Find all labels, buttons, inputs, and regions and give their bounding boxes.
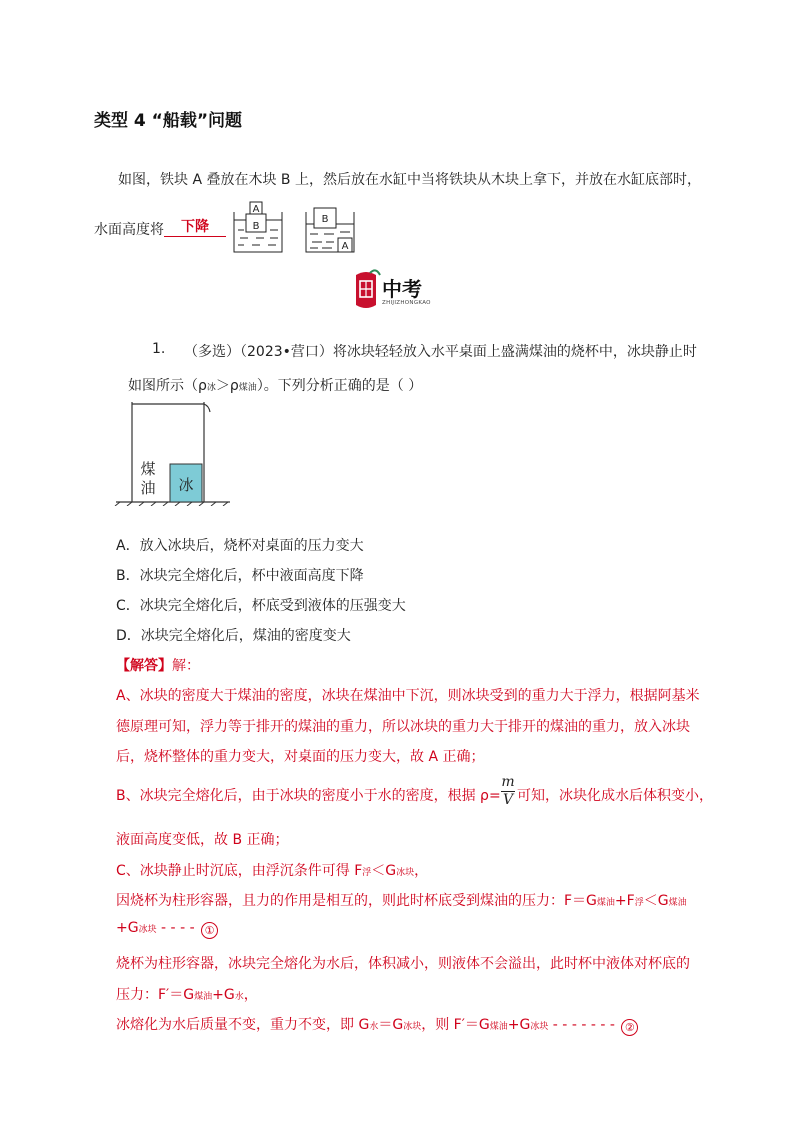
section-heading: 类型 4 “船载”问题: [94, 111, 243, 131]
solution-c-line3: +G冰块 - - - - ①: [116, 920, 218, 939]
ice-label: 冰: [178, 476, 194, 494]
logo-text: 中考: [382, 277, 422, 301]
question-number: 1.: [152, 341, 166, 357]
solution-c-line1: C、冰块静止时沉底，由浮沉条件可得 F浮＜G冰块，: [116, 863, 429, 879]
solution-c-line6: 冰熔化为水后质量不变，重力不变，即 G水＝G冰块，则 F′＝G煤油+G冰块 - - - - - - - ②: [116, 1014, 638, 1036]
label-a-1: A: [252, 204, 260, 215]
solution-a-line2: 德原理可知，浮力等于排开的煤油的重力，所以冰块的重力大于排开的煤油的重力，放入冰块: [116, 719, 690, 735]
label-b-1: B: [252, 221, 260, 232]
brand-logo: [352, 269, 448, 313]
solution-c-line2: 因烧杯为柱形容器，且力的作用是相互的，则此时杯底受到煤油的压力：F＝G煤油+F浮＜G煤油: [116, 893, 687, 909]
beaker-figure: [112, 398, 232, 506]
question-line2: 如图所示（ρ冰＞ρ煤油）。下列分析正确的是（ ）: [128, 378, 423, 394]
solution-b-line2: 液面高度变低，故 B 正确；: [116, 832, 289, 848]
tank-figure: [230, 200, 360, 255]
option-d: D．冰块完全熔化后，煤油的密度变大: [116, 628, 351, 644]
circled-one: ①: [201, 922, 218, 939]
answer-blank: 下降: [164, 219, 226, 237]
option-b: B．冰块完全熔化后，杯中液面高度下降: [116, 568, 364, 584]
oil-label-1: 煤: [140, 460, 156, 478]
example-text-line1: 如图，铁块 A 叠放在木块 B 上，然后放在水缸中当将铁块从木块上拿下，并放在水缸底部时，: [118, 172, 701, 188]
formula-fraction: m V: [501, 774, 515, 808]
solution-c-line4: 烧杯为柱形容器，冰块完全熔化为水后，体积减小，则液体不会溢出，此时杯中液体对杯底的: [116, 956, 690, 972]
label-a-2: A: [341, 241, 349, 252]
logo-subtext: ZHIJIZHONGKAO: [382, 300, 431, 306]
solution-c-line5: 压力：F′＝G煤油+G水，: [116, 987, 258, 1003]
example-text-line2: 水面高度将: [94, 222, 164, 238]
option-c: C．冰块完全熔化后，杯底受到液体的压强变大: [116, 598, 406, 614]
solution-a-line3: 后，烧杯整体的重力变大，对桌面的压力变大，故 A 正确；: [116, 749, 485, 765]
solution-tag: 【解答】解：: [116, 658, 200, 674]
oil-label-2: 油: [140, 479, 156, 497]
solution-b-line1-a: B、冰块完全熔化后，由于冰块的密度小于水的密度，根据 ρ=: [116, 788, 501, 804]
circled-two: ②: [621, 1019, 638, 1036]
solution-b-line1-b: 可知，冰块化成水后体积变小，: [517, 788, 713, 804]
label-b-2: B: [321, 214, 329, 225]
solution-a-line1: A、冰块的密度大于煤油的密度，冰块在煤油中下沉，则冰块受到的重力大于浮力，根据阿基米: [116, 688, 700, 704]
question-line1: （多选）（2023•营口）将冰块轻轻放入水平桌面上盛满煤油的烧杯中，冰块静止时: [184, 344, 697, 360]
option-a: A．放入冰块后，烧杯对桌面的压力变大: [116, 538, 364, 554]
